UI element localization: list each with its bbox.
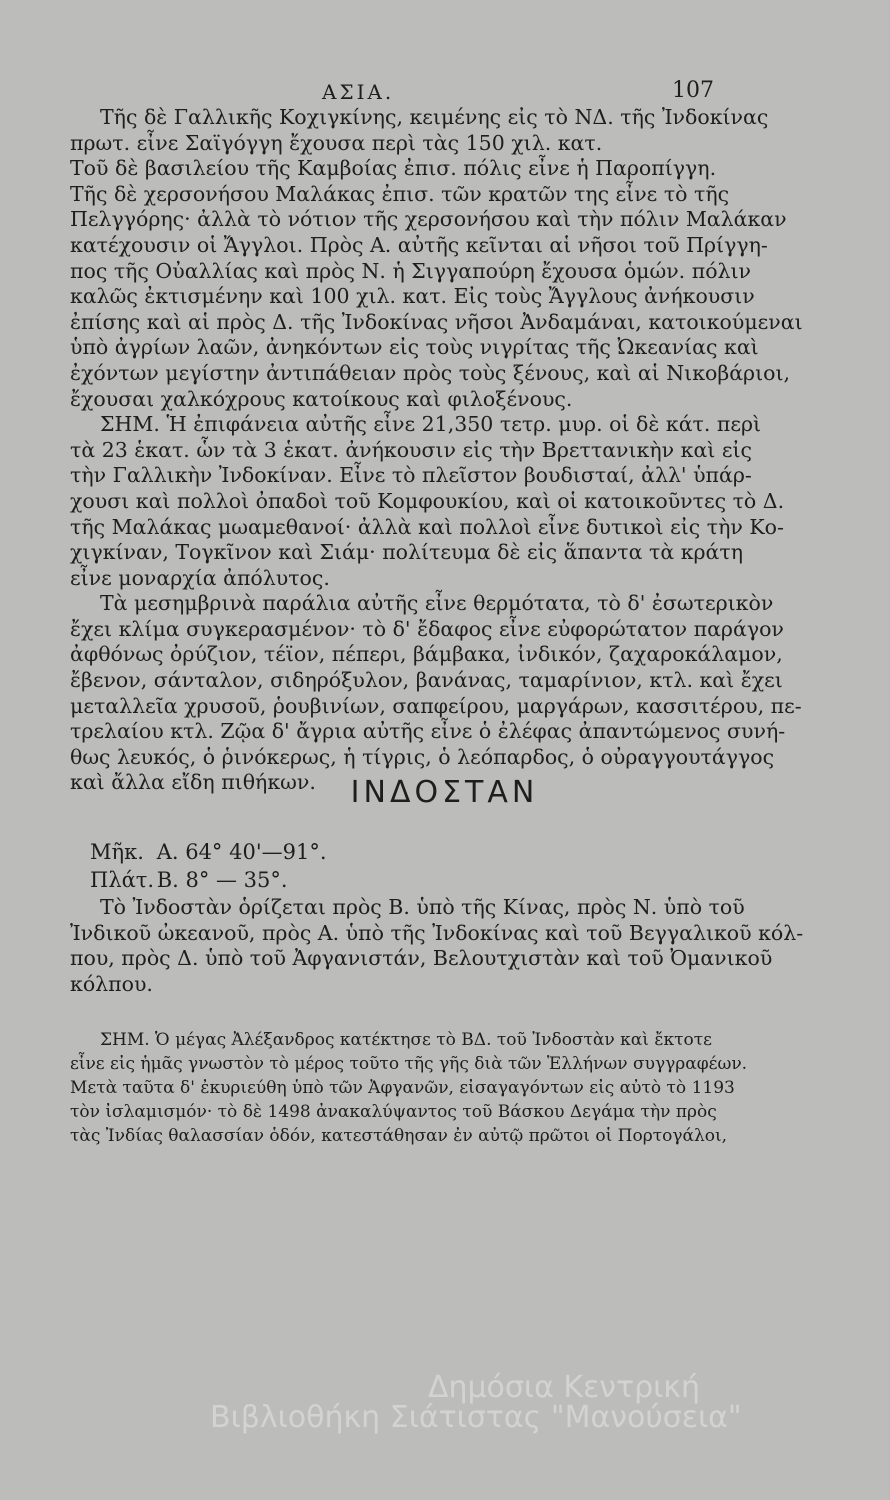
text-line: ἐχόντων μεγίστην ἀντιπάθειαν πρὸς τοὺς ξένους, καὶ αἱ Νικοβάριοι, (70, 360, 791, 385)
text-line: θως λευκός, ὁ ῥινόκερως, ἡ τίγρις, ὁ λεόπαρδος, ὁ οὐραγγουτάγγος (70, 744, 775, 769)
text-line: χουσι καὶ πολλοὶ ὀπαδοὶ τοῦ Κομφουκίου, καὶ οἱ κατοικοῦντες τὸ Δ. (70, 488, 785, 513)
text-line: ΣΗΜ. Ὁ μέγας Ἀλέξανδρος κατέκτησε τὸ ΒΔ. τοῦ Ἰνδοστὰν καὶ ἔκτοτε (100, 1030, 712, 1050)
text-line: τρελαίου κτλ. Ζῷα δ' ἄγρια αὐτῆς εἶνε ὁ ἐλέφας ἀπαντώμενος συνή- (70, 719, 786, 744)
latitude-value: Β. 8° — 35°. (156, 868, 288, 892)
text-line: καλῶς ἐκτισμένην καὶ 100 χιλ. κατ. Εἰς τοὺς Ἄγγλους ἀνήκουσιν (70, 284, 755, 309)
page-header (0, 70, 889, 110)
text-line: τῆς Μαλάκας μωαμεθανοί· ἀλλὰ καὶ πολλοὶ εἶνε δυτικοὶ εἰς τὴν Κο- (70, 514, 784, 539)
text-line: τὰς Ἰνδίας θαλασσίαν ὁδόν, κατεστάθησαν ἐν αὐτῷ πρῶτοι οἱ Πορτογάλοι, (70, 1126, 728, 1146)
text-line: τὰ 23 ἑκατ. ὧν τὰ 3 ἑκατ. ἀνήκουσιν εἰς τὴν Βρεττανικὴν καὶ εἰς (70, 437, 752, 462)
library-watermark-line2: Βιβλιοθήκη Σιάτιστας "Μανούσεια" (210, 1400, 742, 1435)
longitude-label: Μῆκ. (90, 840, 144, 864)
text-line: κατέχουσιν οἱ Ἄγγλοι. Πρὸς Α. αὐτῆς κεῖνται αἱ νῆσοι τοῦ Πρίγγη- (70, 232, 768, 257)
text-line: κόλπου. (70, 971, 153, 996)
longitude-value: Α. 64° 40'—91°. (156, 840, 327, 864)
running-head: ΑΣΙΑ. (322, 80, 395, 104)
text-line: ΣΗΜ. Ἡ ἐπιφάνεια αὐτῆς εἶνε 21,350 τετρ. μυρ. οἱ δὲ κάτ. περὶ (100, 412, 762, 437)
text-line: μεταλλεῖα χρυσοῦ, ῥουβινίων, σαπφείρου, μαργάρων, κασσιτέρου, πε- (70, 693, 802, 718)
text-line: εἶνε εἰς ἡμᾶς γνωστὸν τὸ μέρος τοῦτο τῆς γῆς διὰ τῶν Ἑλλήνων συγγραφέων. (70, 1054, 748, 1074)
section-heading: ΙΝΔΟΣΤΑΝ (350, 775, 539, 810)
text-line: ἀφθόνως ὀρύζιον, τέϊον, πέπερι, βάμβακα, ἰνδικόν, ζαχαροκάλαμον, (70, 642, 783, 667)
text-line: Τοῦ δὲ βασιλείου τῆς Καμβοίας ἐπισ. πόλις εἶνε ἡ Παροπίγγη. (70, 156, 717, 181)
text-line: ἔχει κλίμα συγκερασμένον· τὸ δ' ἔδαφος εἶνε εὐφορώτατον παράγον (70, 616, 784, 641)
text-line: Ἰνδικοῦ ὠκεανοῦ, πρὸς Α. ὑπὸ τῆς Ἰνδοκίνας καὶ τοῦ Βεγγαλικοῦ κόλ- (70, 920, 804, 945)
text-line: χιγκίναν, Τογκῖνον καὶ Σιάμ· πολίτευμα δὲ εἰς ἅπαντα τὰ κράτη (70, 540, 744, 565)
text-line: τὸν ἰσλαμισμόν· τὸ δὲ 1498 ἀνακαλύψαντος τοῦ Βάσκου Δεγάμα τὴν πρὸς (70, 1102, 717, 1122)
text-line: εἶνε μοναρχία ἀπόλυτος. (70, 565, 330, 590)
text-line: Τῆς δὲ Γαλλικῆς Κοχιγκίνης, κειμένης εἰς τὸ ΝΔ. τῆς Ἰνδοκίνας (100, 105, 769, 129)
text-line: Τῆς δὲ χερσονήσου Μαλάκας ἐπισ. τῶν κρατῶν της εἶνε τὸ τῆς (70, 181, 730, 206)
text-line: ἔχουσαι χαλκόχρους κατοίκους καὶ φιλοξένους. (70, 386, 573, 411)
text-line: ἐπίσης καὶ αἱ πρὸς Δ. τῆς Ἰνδοκίνας νῆσοι Ἀνδαμάναι, κατοικούμεναι (70, 309, 803, 334)
text-line: Τὸ Ἰνδοστὰν ὁρίζεται πρὸς Β. ὑπὸ τῆς Κίνας, πρὸς Ν. ὑπὸ τοῦ (100, 895, 745, 919)
text-line: Μετὰ ταῦτα δ' ἐκυριεύθη ὑπὸ τῶν Ἀφγανῶν, εἰσαγαγόντων εἰς αὐτὸ τὸ 1193 (70, 1078, 735, 1098)
text-line: τὴν Γαλλικὴν Ἰνδοκίναν. Εἶνε τὸ πλεῖστον βουδισταί, ἀλλ' ὑπάρ- (70, 463, 752, 488)
text-line: καὶ ἄλλα εἴδη πιθήκων. (70, 770, 316, 795)
library-watermark-line1: Δημόσια Κεντρική (427, 1370, 700, 1405)
page-number: 107 (672, 78, 714, 103)
text-line: πρωτ. εἶνε Σαϊγόγγη ἔχουσα περὶ τὰς 150 χιλ. κατ. (70, 130, 603, 155)
latitude-row (90, 866, 327, 894)
text-line: πος τῆς Οὐαλλίας καὶ πρὸς Ν. ἡ Σιγγαπούρη ἔχουσα ὁμών. πόλιν (70, 258, 752, 283)
text-line: Τὰ μεσημβρινὰ παράλια αὐτῆς εἶνε θερμότατα, τὸ δ' ἐσωτερικὸν (100, 591, 774, 616)
text-line: ὑπὸ ἀγρίων λαῶν, ἀνηκόντων εἰς τοὺς νιγρίτας τῆς Ὠκεανίας καὶ (70, 335, 759, 360)
section-indochina-text (70, 105, 803, 796)
text-line: που, πρὸς Δ. ὑπὸ τοῦ Ἀφγανιστάν, Βελουτχιστὰν καὶ τοῦ Ὀμανικοῦ (70, 946, 773, 971)
longitude-row (90, 838, 327, 866)
section-hindustan-note (70, 1028, 748, 1148)
text-line: Πελγγόρης· ἀλλὰ τὸ νότιον τῆς χερσονήσου καὶ τὴν πόλιν Μαλάκαν (70, 207, 787, 232)
latitude-label: Πλάτ. (90, 868, 155, 892)
section-hindustan-text (70, 895, 804, 997)
coordinates-block (90, 838, 327, 894)
text-line: ἔβενον, σάνταλον, σιδηρόξυλον, βανάνας, ταμαρίνιον, κτλ. καὶ ἔχει (70, 668, 783, 693)
